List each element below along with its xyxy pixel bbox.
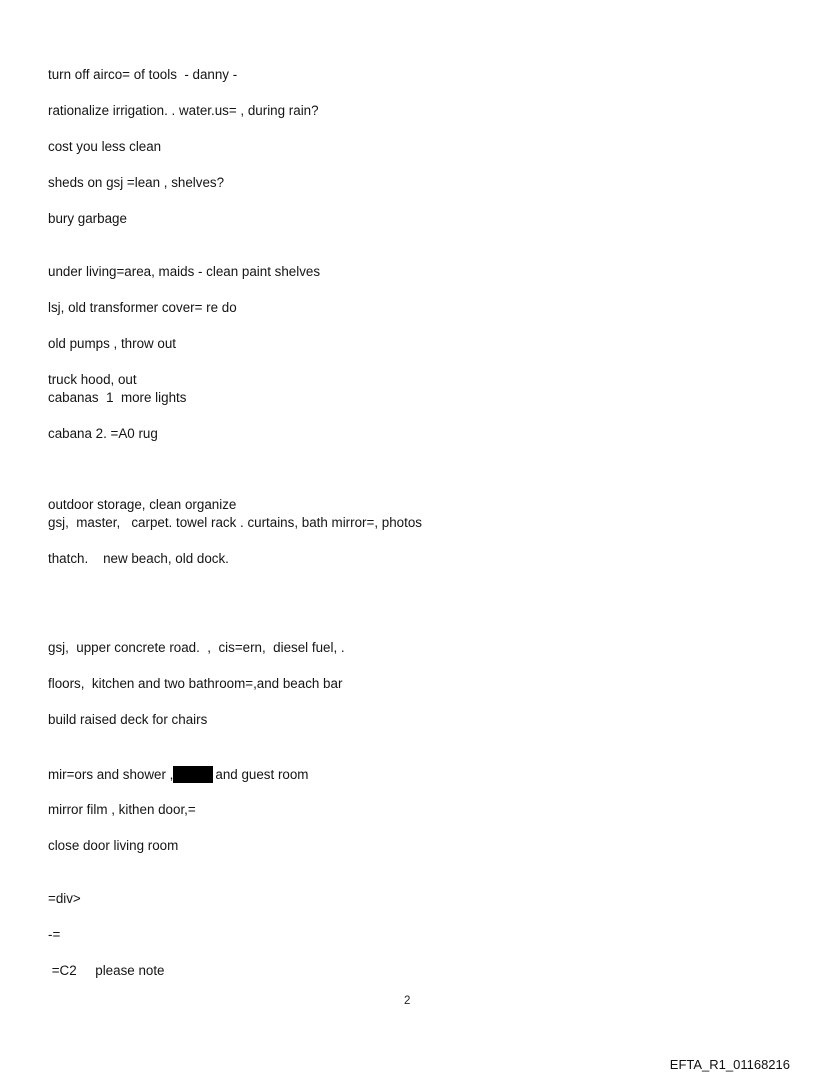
note-line: bury garbage	[48, 211, 127, 226]
note-line: lsj, old transformer cover= re do	[48, 300, 237, 315]
note-line: floors, kitchen and two bathroom=,and beach bar	[48, 676, 343, 691]
note-line: outdoor storage, clean organize	[48, 497, 237, 512]
note-line: -=	[48, 927, 61, 942]
note-line: close door living room	[48, 838, 179, 853]
note-line-part: mir=ors and shower ,	[48, 767, 174, 782]
note-line: old pumps , throw out	[48, 336, 177, 351]
note-line: cost you less clean	[48, 139, 162, 154]
note-line: build raised deck for chairs	[48, 712, 208, 727]
note-line: sheds on gsj =lean , shelves?	[48, 175, 225, 190]
note-line: turn off airco= of tools - danny -	[48, 67, 238, 82]
note-line: rationalize irrigation. . water.us= , during rain?	[48, 103, 319, 118]
note-line: mirror film , kithen door,=	[48, 802, 196, 817]
note-line: =div>	[48, 891, 81, 906]
note-line-part: and guest room	[215, 767, 309, 782]
note-line: thatch. new beach, old dock.	[48, 551, 229, 566]
note-line: under living=area, maids - clean paint shelves	[48, 264, 321, 279]
note-line: =C2 please note	[48, 963, 165, 978]
document-id: EFTA_R1_01168216	[669, 1057, 790, 1072]
redaction-block	[173, 766, 213, 783]
note-line: cabanas 1 more lights	[48, 390, 187, 405]
note-line: gsj, master, carpet. towel rack . curtains, bath mirror=, photos	[48, 515, 422, 530]
note-line: truck hood, out	[48, 372, 137, 387]
note-line-with-redaction	[48, 766, 308, 783]
note-line: gsj, upper concrete road. , cis=ern, diesel fuel, .	[48, 640, 345, 655]
page-number: 2	[404, 995, 411, 1007]
note-line: cabana 2. =A0 rug	[48, 426, 158, 441]
